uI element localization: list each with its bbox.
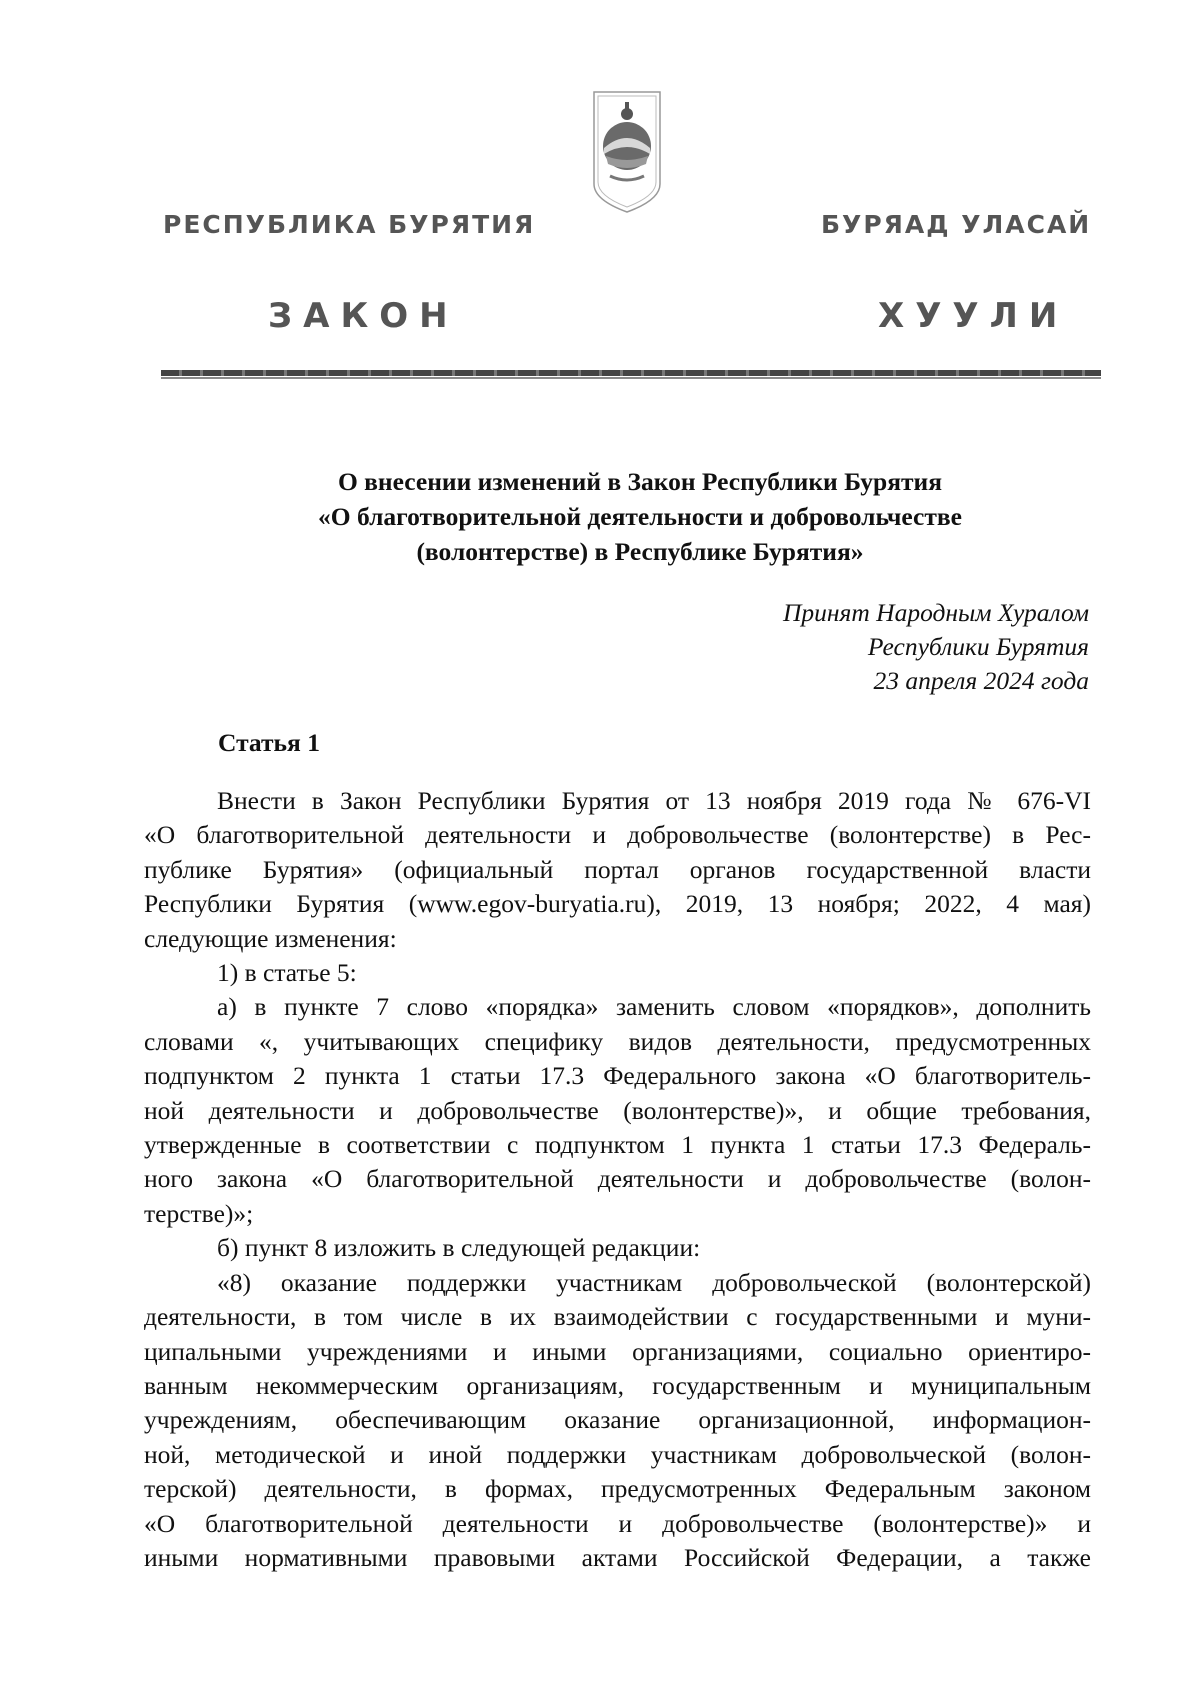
body-line: Внести в Закон Республики Бурятия от 13 ноября 2019 года № 676-VI [217,786,1091,815]
body-line: ного закона «О благотворительной деятельности и добровольчестве (волон- [144,1164,1091,1194]
body-line: словами «, учитывающих специфику видов деятельности, предусмотренных [144,1026,1091,1056]
article-heading: Статья 1 [218,728,320,757]
coat-of-arms-icon [590,88,664,216]
body-line: 1) в статье 5: [217,958,357,988]
republic-name-russian: РЕСПУБЛИКА БУРЯТИЯ [163,210,536,239]
header-divider-underline [161,377,1101,379]
body-line: «8) оказание поддержки участникам добровольческой (волонтерской) [217,1267,1091,1297]
body-line: «О благотворительной деятельности и добровольчестве (волонтерстве)» и [144,1508,1091,1538]
body-line: иными нормативными правовыми актами Российской Федерации, а также [144,1542,1091,1572]
body-line: терстве)»; [144,1198,254,1228]
body-line: подпунктом 2 пункта 1 статьи 17.3 Федерального закона «О благотворитель- [144,1061,1091,1091]
body-line: деятельности, в том числе в их взаимодействии с государственными и муни- [144,1302,1091,1332]
body-line: утвержденные в соответствии с подпунктом 1 пункта 1 статьи 17.3 Федераль- [144,1130,1091,1160]
adoption-line: Республики Бурятия [867,632,1089,661]
body-line: следующие изменения: [144,923,397,953]
body-line: ной, методической и иной поддержки участникам добровольческой (волон- [144,1439,1091,1469]
body-line: ванным некоммерческим организациям, государственным и муниципальным [144,1370,1091,1400]
article-body [144,784,1091,1575]
body-line: а) в пункте 7 слово «порядка» заменить словом «порядков», дополнить [217,992,1091,1022]
law-title [200,464,1080,569]
body-line: б) пункт 8 изложить в следующей редакции: [217,1233,701,1263]
adoption-note [783,596,1089,698]
body-line: ципальными учреждениями и иными организациями, социально ориентиро- [144,1336,1091,1366]
republic-name-buryat: БУРЯАД УЛАСАЙ [821,210,1092,239]
body-line: учреждениям, обеспечивающим оказание организационной, информацион- [144,1405,1091,1435]
body-line: Республики Бурятия (www.egov-buryatia.ru), 2019, 13 ноября; 2022, 4 мая) [144,889,1091,919]
doc-type-buryat: ХУУЛИ [878,296,1069,336]
doc-type-russian: ЗАКОН [268,296,459,336]
law-title-line: (волонтерстве) в Республике Бурятия» [416,537,864,566]
body-line: терской) деятельности, в формах, предусмотренных Федеральным законом [144,1474,1091,1504]
body-line: публике Бурятия» (официальный портал органов государственной власти [144,854,1091,884]
header-divider [161,370,1101,376]
law-title-line: О внесении изменений в Закон Республики Бурятия [337,467,943,496]
adoption-date: 23 апреля 2024 года [873,666,1089,695]
adoption-line: Принят Народным Хуралом [782,598,1089,627]
law-title-line: «О благотворительной деятельности и добровольчестве [318,502,962,531]
body-line: ной деятельности и добровольчестве (волонтерстве)», и общие требования, [144,1095,1091,1125]
body-line: «О благотворительной деятельности и добровольчестве (волонтерстве) в Рес- [144,820,1091,850]
